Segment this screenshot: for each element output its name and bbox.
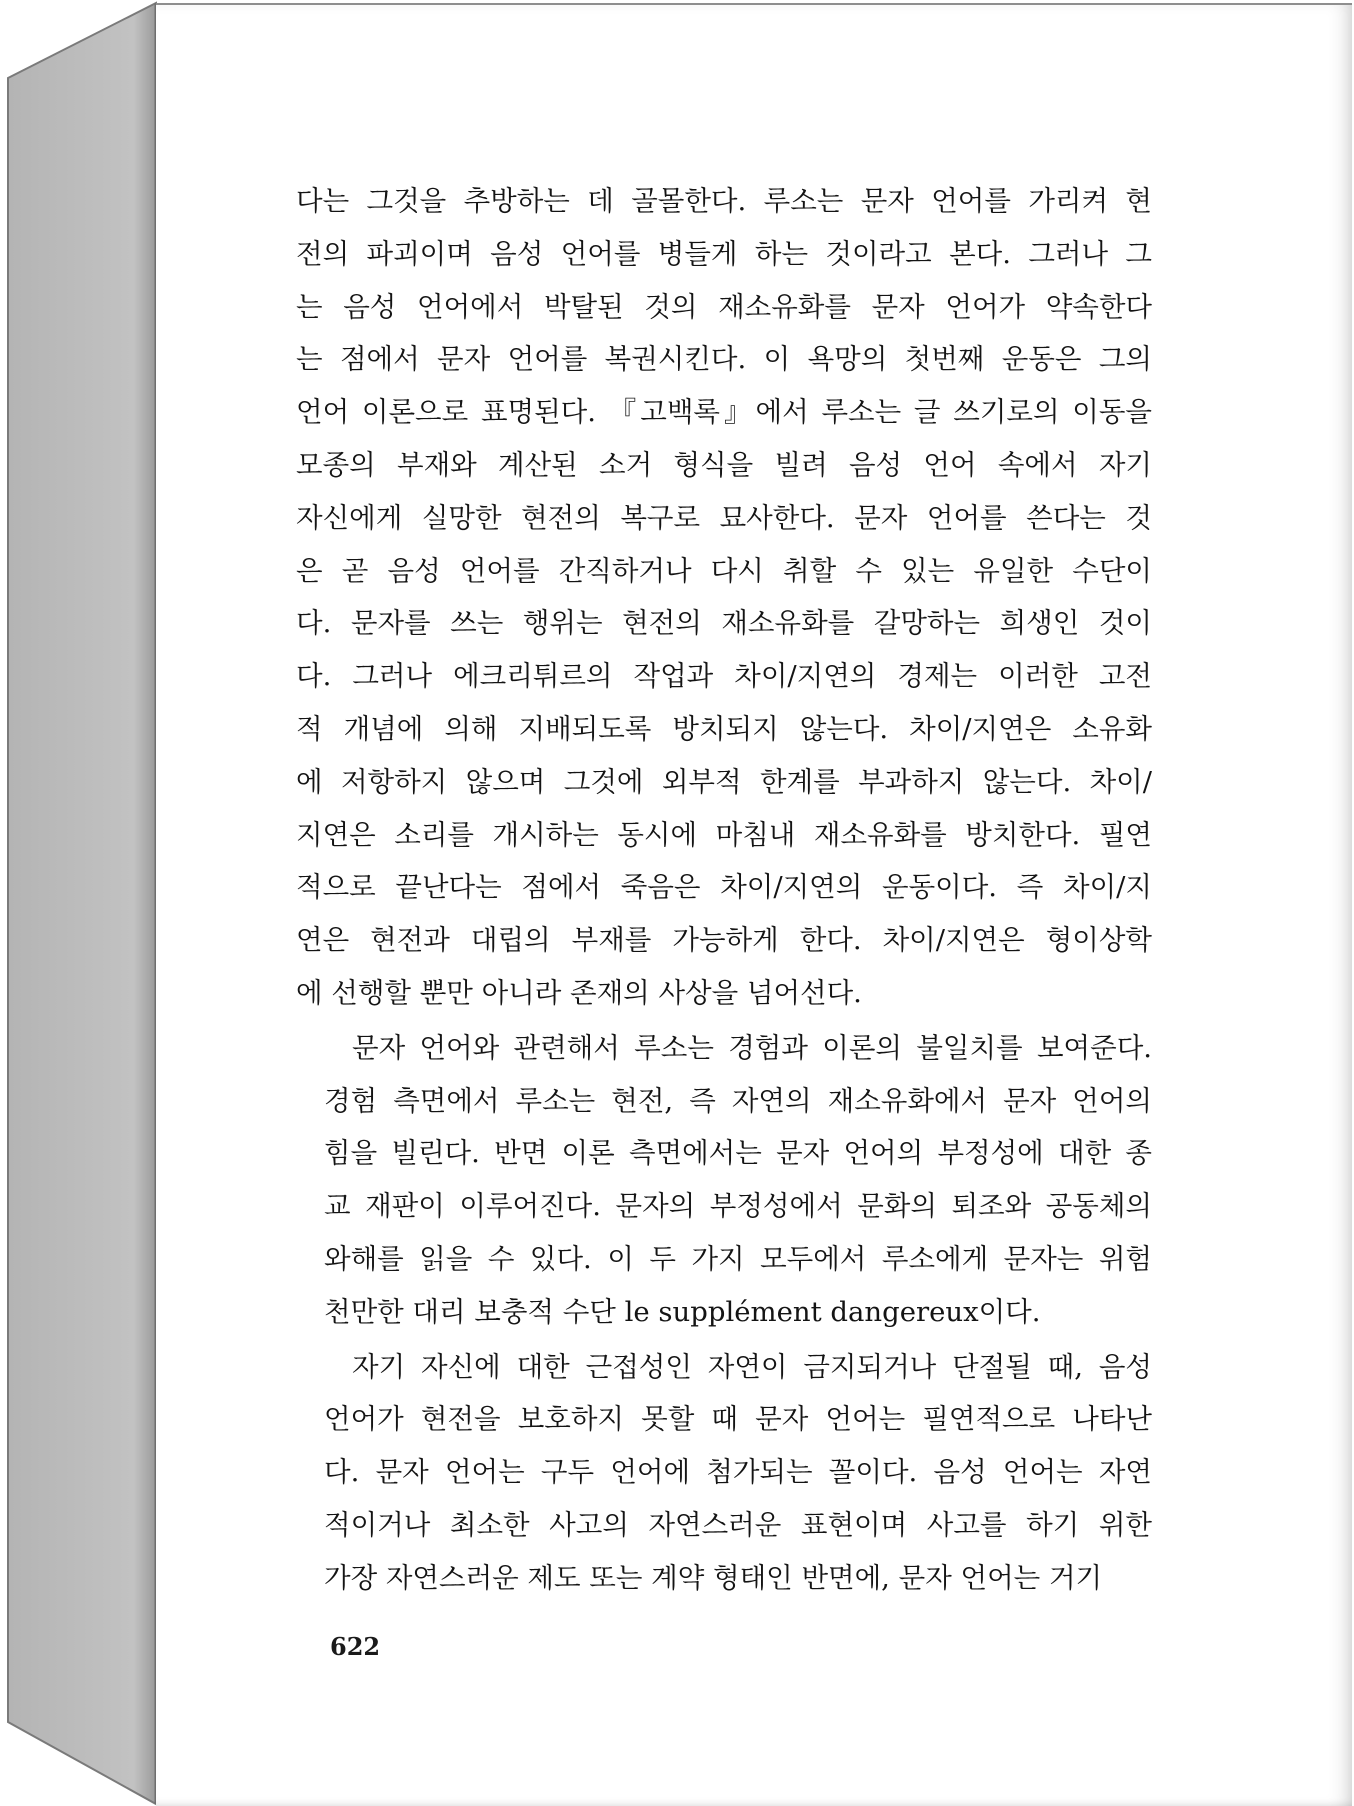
text-line: 언어가 현전을 보호하지 못할 때 문자 언어는 필연적으로 나타난	[324, 1403, 1152, 1436]
page-number: 622	[330, 1632, 381, 1661]
text-line: 적 개념에 의해 지배되도록 방치되지 않는다. 차이/지연은 소유화	[296, 712, 1152, 745]
text-line: 지연은 소리를 개시하는 동시에 마침내 재소유화를 방치한다. 필연	[296, 818, 1152, 851]
text-line: 다. 그러나 에크리튀르의 작업과 차이/지연의 경제는 이러한 고전	[296, 660, 1152, 693]
text-line: 다. 문자를 쓰는 행위는 현전의 재소유화를 갈망하는 희생인 것이	[296, 607, 1152, 640]
text-line: 은 곧 음성 언어를 간직하거나 다시 취할 수 있는 유일한 수단이	[296, 554, 1152, 587]
text-line: 자신에게 실망한 현전의 복구로 묘사한다. 문자 언어를 쓴다는 것	[296, 501, 1152, 534]
text-line: 천만한 대리 보충적 수단 le supplément dangereux이다.	[324, 1295, 1041, 1328]
text-line: 자기 자신에 대한 근접성인 자연이 금지되거나 단절될 때, 음성	[352, 1350, 1152, 1383]
paragraph	[296, 175, 1152, 1020]
text-line: 경험 측면에서 루소는 현전, 즉 자연의 재소유화에서 문자 언어의	[324, 1084, 1152, 1117]
book-spine	[0, 0, 160, 1806]
text-line: 적으로 끝난다는 점에서 죽음은 차이/지연의 운동이다. 즉 차이/지	[296, 871, 1152, 904]
text-line: 모종의 부재와 계산된 소거 형식을 빌려 음성 언어 속에서 자기	[296, 448, 1152, 481]
text-line: 전의 파괴이며 음성 언어를 병들게 하는 것이라고 본다. 그러나 그	[296, 237, 1152, 270]
body-text	[296, 175, 1152, 1605]
text-line: 와해를 읽을 수 있다. 이 두 가지 모두에서 루소에게 문자는 위험	[324, 1242, 1152, 1275]
paragraph	[296, 1022, 1152, 1339]
text-line: 문자 언어와 관련해서 루소는 경험과 이론의 불일치를 보여준다.	[352, 1031, 1152, 1064]
text-line: 연은 현전과 대립의 부재를 가능하게 한다. 차이/지연은 형이상학	[296, 924, 1152, 957]
text-line: 언어 이론으로 표명된다. 『고백록』에서 루소는 글 쓰기로의 이동을	[296, 396, 1152, 429]
text-line: 가장 자연스러운 제도 또는 계약 형태인 반면에, 문자 언어는 거기	[324, 1561, 1103, 1594]
text-line: 에 선행할 뿐만 아니라 존재의 사상을 넘어선다.	[296, 976, 862, 1009]
text-line: 교 재판이 이루어진다. 문자의 부정성에서 문화의 퇴조와 공동체의	[324, 1190, 1152, 1223]
text-line: 다는 그것을 추방하는 데 골몰한다. 루소는 문자 언어를 가리켜 현	[296, 185, 1152, 217]
text-line: 다. 문자 언어는 구두 언어에 첨가되는 꼴이다. 음성 언어는 자연	[324, 1456, 1152, 1489]
paragraph	[296, 1341, 1152, 1605]
text-line: 적이거나 최소한 사고의 자연스러운 표현이며 사고를 하기 위한	[324, 1508, 1152, 1541]
text-line: 힘을 빌린다. 반면 이론 측면에서는 문자 언어의 부정성에 대한 종	[324, 1137, 1152, 1170]
text-line: 에 저항하지 않으며 그것에 외부적 한계를 부과하지 않는다. 차이/	[296, 765, 1152, 798]
text-line: 는 점에서 문자 언어를 복권시킨다. 이 욕망의 첫번째 운동은 그의	[296, 343, 1152, 376]
text-line: 는 음성 언어에서 박탈된 것의 재소유화를 문자 언어가 약속한다	[296, 290, 1152, 323]
